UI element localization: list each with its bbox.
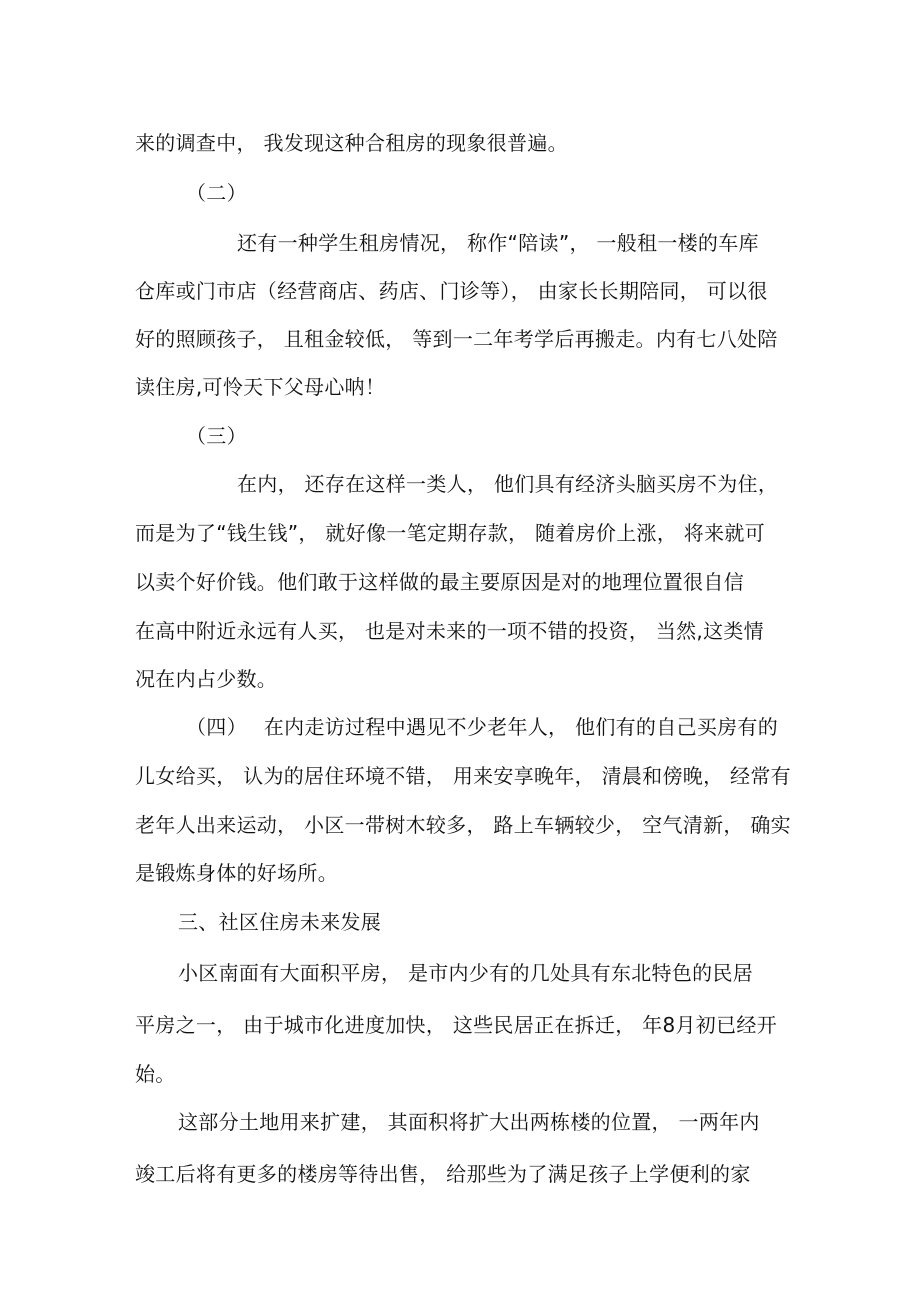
text-line: 是锻炼身体的好场所。 <box>135 861 338 885</box>
text-line: 在高中附近永远有人买， 也是对未来的一项不错的投资， 当然,这类情 <box>135 619 764 643</box>
text-line: 这部分土地用来扩建， 其面积将扩大出两栋楼的位置， 一两年内 <box>178 1110 760 1134</box>
text-line: 儿女给买， 认为的居住环境不错， 用来安享晚年， 清晨和傍晚， 经常有 <box>135 764 791 788</box>
text-line: 况在内占少数。 <box>135 667 278 691</box>
text-line: 老年人出来运动， 小区一带树木较多， 路上车辆较少， 空气清新， 确实 <box>135 813 791 837</box>
text-line: 平房之一， 由于城市化进度加快， 这些民居正在拆迁， 年8月初已经开 <box>135 1013 777 1037</box>
text-line: 小区南面有大面积平房， 是市内少有的几处具有东北特色的民居 <box>178 961 754 985</box>
text-line: （四） 在内走访过程中遇见不少老年人， 他们有的自己买房有的 <box>186 715 779 739</box>
text-line: 竣工后将有更多的楼房等待出售， 给那些为了满足孩子上学便利的家 <box>135 1162 751 1186</box>
text-line: 好的照顾孩子， 且租金较低， 等到一二年考学后再搬走。内有七八处陪 <box>135 327 778 351</box>
text-line: 读住房,可怜天下父母心呐！ <box>135 375 386 399</box>
text-line: 还有一种学生租房情况， 称作“陪读”， 一般租一楼的车库 <box>237 231 759 255</box>
section-marker: （二） <box>186 181 247 205</box>
text-line: 仓库或门市店（经营商店、药店、门诊等）， 由家长长期陪同， 可以很 <box>135 279 768 303</box>
text-line: 以卖个好价钱。他们敢于这样做的最主要原因是对的地理位置很自信 <box>135 570 744 594</box>
text-line: 而是为了“钱生钱”， 就好像一笔定期存款， 随着房价上涨， 将来就可 <box>135 521 765 545</box>
text-line: 在内， 还存在这样一类人， 他们具有经济头脑买房不为住， <box>237 472 779 496</box>
text-line: 来的调查中， 我发现这种合租房的现象很普遍。 <box>135 131 568 155</box>
text-line: 始。 <box>135 1062 176 1086</box>
section-heading: 三、社区住房未来发展 <box>178 910 381 934</box>
section-marker: （三） <box>186 424 247 448</box>
